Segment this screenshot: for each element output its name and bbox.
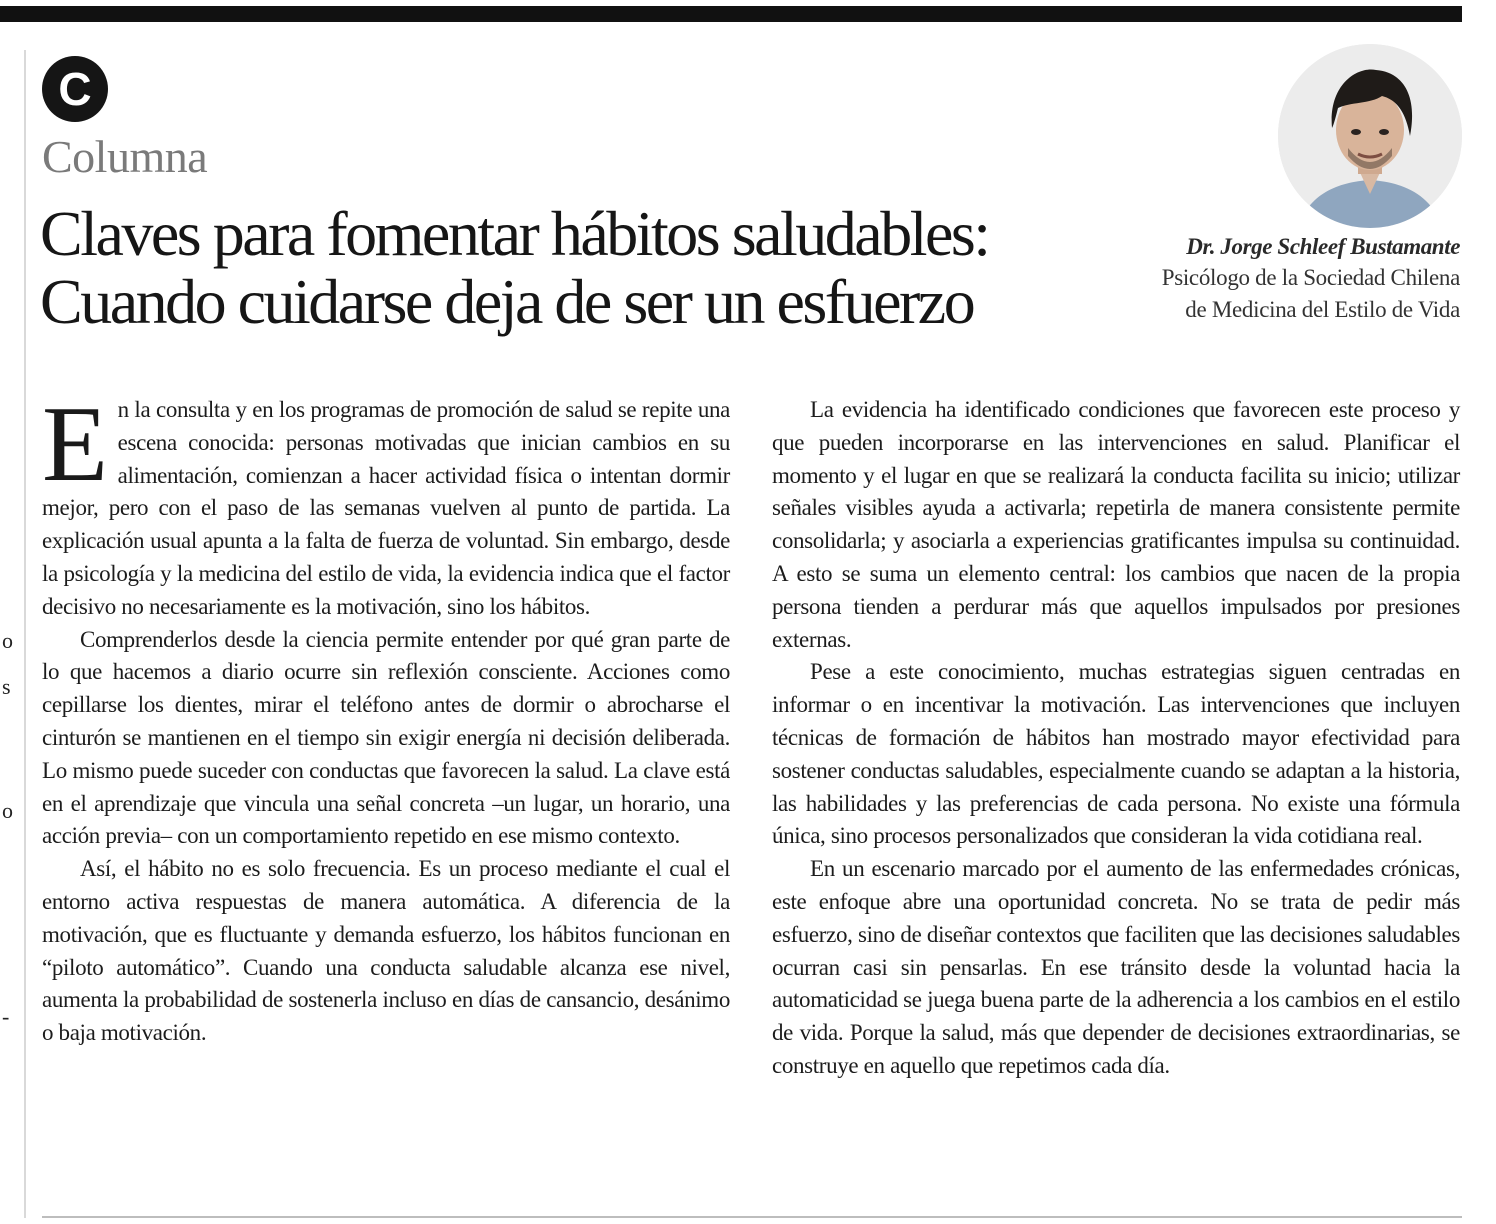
headline-line-2: Cuando cuidarse deja de ser un esfuerzo: [40, 266, 974, 337]
paragraph-text: n la consulta y en los programas de promoción de salud se repite una escena conocida: personas motivadas que inician cambios en su alimentación, comienzan a hacer actividad física o intentan dormir mejor, pero con el paso de las semanas vuelven al punto de partida. La explicación usual apunta a la falta de fuerza de voluntad. Sin embargo, desde la psicología y la medicina del estilo de vida, la evidencia indica que el factor decisivo no necesariamente es la motivación, sino los hábitos.: [42, 397, 730, 619]
author-name: Dr. Jorge Schleef Bustamante: [1186, 234, 1460, 259]
margin-fragment: o: [2, 798, 13, 823]
author-role: [1080, 262, 1460, 326]
article-column-right: [772, 394, 1460, 1083]
headline: [40, 200, 1090, 336]
headline-line-1: Claves para fomentar hábitos saludables:: [40, 198, 989, 269]
author-role-line-1: Psicólogo de la Sociedad Chilena: [1161, 265, 1460, 290]
author-portrait-image: [1278, 44, 1462, 228]
adjacent-column-fragments: [0, 0, 20, 1224]
article-paragraph: Comprenderlos desde la ciencia permite entender por qué gran parte de lo que hacemos a diario ocurre sin reflexión consciente. Acciones como cepillarse los dientes, mirar el teléfono antes de dormir o abrocharse el cinturón se mantienen en el tiempo sin exigir energía ni decisión deliberada. Lo mismo puede suceder con conductas que favorecen la salud. La clave está en el aprendizaje que vincula una señal concreta –un lugar, un horario, una acción previa– con un comportamiento repetido en ese mismo contexto.: [42, 626, 730, 849]
drop-cap: E: [42, 385, 108, 504]
article-paragraph: [42, 385, 730, 624]
article-paragraph: Así, el hábito no es solo frecuencia. Es un proceso mediante el cual el entorno activa respuestas de manera automática. A diferencia de la motivación, que es fluctuante y demanda esfuerzo, los hábitos funcionan en “piloto automático”. Cuando una conducta saludable alcanza ese nivel, aumenta la probabilidad de sostenerla incluso en días de cansancio, desánimo o baja motivación.: [42, 856, 730, 1046]
section-label: Columna: [42, 131, 208, 182]
article-paragraph: Pese a este conocimiento, muchas estrategias siguen centradas en informar o en incentivar la motivación. Las intervenciones que incluyen técnicas de formación de hábitos han mostrado mayor efectividad para sostener conductas saludables, especialmente cuando se adaptan a la historia, las habilidades y las preferencias de cada persona. No existe una fórmula única, sino procesos personalizados que consideran la vida cotidiana real.: [772, 659, 1460, 849]
top-rule: [0, 6, 1462, 22]
bottom-rule: [42, 1216, 1462, 1218]
author-photo: [1278, 44, 1462, 228]
column-divider-left: [24, 50, 26, 1218]
author-byline: [1080, 232, 1460, 326]
article-paragraph: La evidencia ha identificado condiciones que favorecen este proceso y que pueden incorporarse en las intervenciones en salud. Planificar el momento y el lugar en que se realizará la conducta facilita su inicio; utilizar señales visibles ayuda a activarla; repetirla de manera consistente permite consolidarla; y asociarla a experiencias gratificantes impulsa su continuidad. A esto se suma un elemento central: los cambios que nacen de la propia persona tienden a perdurar más que aquellos impulsados por presiones externas.: [772, 397, 1460, 652]
margin-fragment: s: [2, 674, 11, 699]
section-badge: C: [42, 56, 108, 122]
author-role-line-2: de Medicina del Estilo de Vida: [1185, 297, 1460, 322]
article-column-left: [42, 385, 730, 1050]
margin-fragment: o: [2, 628, 13, 653]
margin-fragment: -: [2, 1004, 10, 1029]
article-paragraph: En un escenario marcado por el aumento de las enfermedades crónicas, este enfoque abre una oportunidad concreta. No se trata de pedir más esfuerzo, sino de diseñar contextos que faciliten que las decisiones saludables ocurran casi sin pensarlas. En ese tránsito desde la voluntad hacia la automaticidad se juega buena parte de la adherencia a los cambios en el estilo de vida. Porque la salud, más que depender de decisiones extraordinarias, se construye en aquello que repetimos cada día.: [772, 856, 1460, 1078]
